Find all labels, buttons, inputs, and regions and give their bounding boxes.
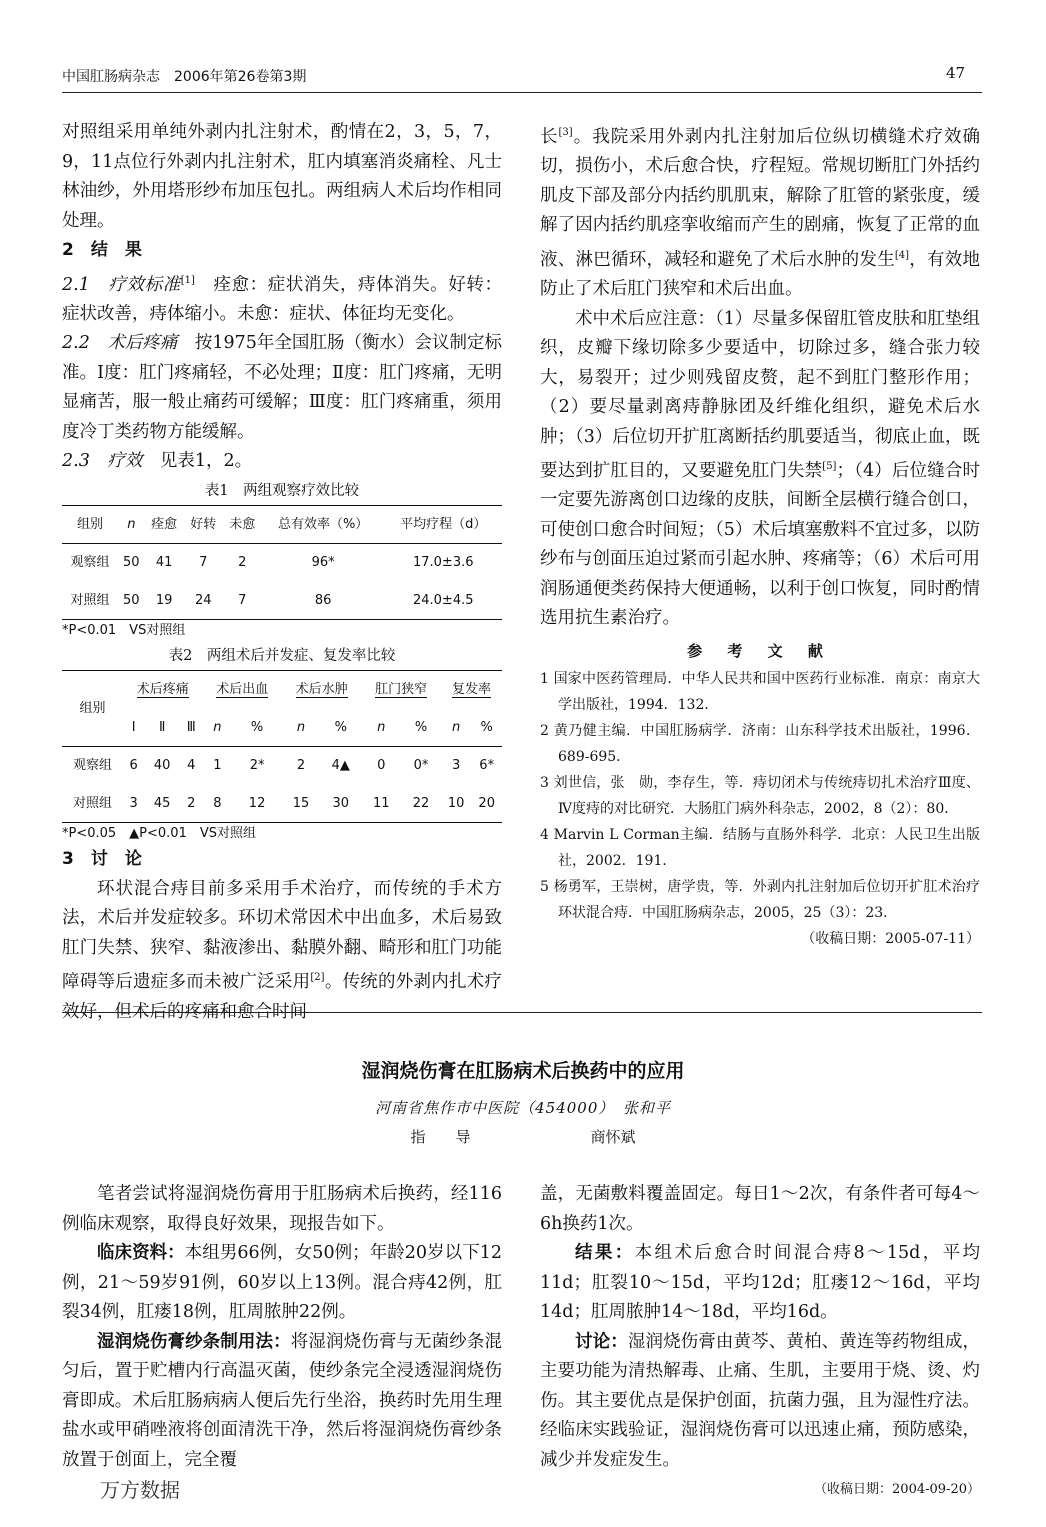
table-cell: 50 <box>123 555 140 571</box>
citation-ref: [2] <box>310 972 325 984</box>
table-cell: 3 <box>452 758 461 774</box>
table-cell: 7 <box>199 555 208 571</box>
table-cell: 86 <box>262 582 385 620</box>
discussion-text: 环状混合痔目前多采用手术治疗，而传统的手术方法，术后并发症较多。环切术常因术中出血多，术后易致肛门失禁、狭窄、黏液渗出、黏膜外翻、畸形和肛门功能障碍等后遗症多而未被广泛采用 <box>62 878 502 993</box>
table-cell: 观察组 <box>70 555 110 571</box>
table-cell: 6* <box>479 758 495 774</box>
table-cell: 45 <box>144 785 180 823</box>
references <box>540 638 980 952</box>
cont-head: 长 <box>540 126 559 147</box>
table2-group-row <box>62 671 502 709</box>
result-text: 本组术后愈合时间混合痔8～15d，平均11d；肛裂10～15d，平均12d；肛瘘12～16d，平均14d；肛周脓肿14～18d，平均16d。 <box>540 1243 980 1322</box>
cont-text: 。我院采用外剥内扎注射加后位纵切横缝术疗效确切，损伤小，术后愈合快，疗程短。常规切断肛门外括约肌皮下部及部分内括约肌肌束，解除了肛管的紧张度，缓解了因内括约肌痉挛收缩而产生的剧痛，恢复了正常的血液、淋巴循环，减轻和避免了术后水肿的发生 <box>540 126 980 270</box>
efficacy-sub-text: 见表1，2。 <box>142 451 253 472</box>
table-row <box>62 785 502 823</box>
table-cell: 41 <box>155 555 173 571</box>
table-cell: 40 <box>153 758 171 774</box>
table-cell: 19 <box>145 582 184 620</box>
table2-subheader: % <box>471 709 502 747</box>
group-label: 术后水肿 <box>295 682 348 698</box>
table-cell: 2 <box>238 555 247 571</box>
table-cell: 20 <box>471 785 502 823</box>
group-label: 复发率 <box>451 682 491 698</box>
table2-subheader: n <box>282 709 320 747</box>
table-cell: 96* <box>311 555 335 571</box>
advisor-line: 指 导 商怀斌 <box>410 1128 636 1146</box>
table-cell: 12 <box>232 785 282 823</box>
citation-ref: [3] <box>558 127 573 138</box>
table2-subheader: Ⅰ <box>123 709 144 747</box>
table-cell: 7 <box>223 582 262 620</box>
reference-item: 4 Marvin L Corman主编．结肠与直肠外科学．北京：人民卫生出版社，2002．191． <box>540 826 980 869</box>
reference-item: 3 刘世信，张 勋，李存生，等．痔切闭术与传统痔切扎术治疗Ⅲ度、Ⅳ度痔的对比研究．大肠肛门病外科杂志，2002，8（2）：80． <box>540 774 980 817</box>
citation-ref: [5] <box>822 461 837 473</box>
clinical-data-paragraph <box>62 1239 502 1328</box>
table2-subheader: n <box>202 709 232 747</box>
result-label: 结果： <box>575 1243 635 1263</box>
table1-header-cell: 平均疗程（d） <box>385 505 503 544</box>
table2-subheader: Ⅲ <box>180 709 203 747</box>
reference-item: 2 黄乃健主编．中国肛肠病学．济南：山东科学技术出版社，1996．689-695． <box>540 722 980 765</box>
reference-item: 5 杨勇军，王崇树，唐学贵，等．外剥内扎注射加后位切开扩肛术治疗环状混合痔．中国肛肠病杂志，2005，25（3）：23． <box>540 878 980 921</box>
table-cell: 0* <box>413 758 429 774</box>
table-cell: 0 <box>377 758 386 774</box>
table1-header-cell: 好转 <box>184 505 223 544</box>
method-text: 将湿润烧伤膏与无菌纱条混匀后，置于贮槽内行高温灭菌，使纱条完全浸透湿润烧伤膏即成。术后肛肠病病人便后先行坐浴，换药时先用生理盐水或甲硝唑液将创面清洗干净，然后将湿润烧伤膏纱条放置于创面上，完全覆 <box>62 1331 502 1470</box>
table-cell: 17.0±3.6 <box>412 555 474 571</box>
table2-group-cell <box>441 671 502 709</box>
article2-right-column <box>540 1180 980 1505</box>
article-title: 湿润烧伤膏在肛肠病术后换药中的应用 <box>361 1060 685 1082</box>
table-row <box>62 582 502 620</box>
table2-group-cell <box>282 671 361 709</box>
article-separator <box>62 1012 982 1013</box>
clinical-data-text: 本组男66例，女50例；年龄20岁以下12例，21～59岁91例，60岁以上13例。混合痔42例，肛裂34例，肛瘘18例，肛周脓肿22例。 <box>62 1243 503 1322</box>
table1-header-cell: 组别 <box>62 505 118 544</box>
precautions-text: 术中术后应注意：（1）尽量多保留肛管皮肤和肛垫组织，皮瓣下缘切除多少要适中，切除过多，缝合张力较大，易裂开；过少则残留皮赘，起不到肛门整形作用；（2）要尽量剥离痔静脉团及纤维化组织，避免术后水肿；（3）后位切开扩肛离断括约肌要适当，彻底止血，既要达到扩肛目的，又要避免肛门失禁 <box>540 308 980 481</box>
table-row <box>62 747 502 785</box>
precautions-tail: ；（4）后位缝合时一定要先游离创口边缘的皮肤，间断全层横行缝合创口，可使创口愈合时间短；（5）术后填塞敷料不宜过多，以防纱布与创面压迫过紧而引起水肿、疼痛等；（6）术后可用润肠通便类药保持大便通畅，以利于创口恢复，同时酌情选用抗生素治疗。 <box>540 460 980 629</box>
discussion-heading: 3 讨 论 <box>62 849 142 870</box>
table-cell: 3 <box>123 785 144 823</box>
table2-group-cell <box>123 671 202 709</box>
results-heading: 2 结 果 <box>62 240 142 260</box>
table-cell: 50 <box>118 582 145 620</box>
method-label: 湿润烧伤膏纱条制用法： <box>97 1331 291 1352</box>
table-cell: 24 <box>184 582 223 620</box>
table1 <box>62 505 502 621</box>
journal-header: 中国肛肠病杂志 2006年第26卷第3期 <box>62 69 307 85</box>
table-cell: 4▲ <box>331 758 350 774</box>
efficacy-sub-label: 2.3 疗效 <box>62 451 143 472</box>
table-cell: 2 <box>296 758 306 774</box>
table2-subheader: % <box>232 709 282 747</box>
article2-discussion <box>540 1328 980 1476</box>
group-label: 术后出血 <box>216 682 269 698</box>
table-cell: 1 <box>213 758 222 774</box>
cont-tail: ，有效地防止了术后肛门狭窄和术后出血。 <box>540 249 981 300</box>
efficacy-criteria <box>62 266 502 330</box>
method-paragraph <box>62 1328 502 1476</box>
table-cell: 观察组 <box>73 758 113 774</box>
discussion-paragraph <box>62 875 502 1027</box>
references-title: 参 考 文 献 <box>687 641 833 660</box>
table2-caption: 表2 两组术后并发症、复发率比较 <box>168 648 396 665</box>
table-cell: 2* <box>249 758 265 774</box>
table-cell: 24.0±4.5 <box>385 582 503 620</box>
table1-caption: 表1 两组观察疗效比较 <box>204 482 360 499</box>
citation-ref: [1] <box>180 274 195 286</box>
efficacy-text: 痊愈：症状消失，痔体消失。好转：症状改善，痔体缩小。未愈：症状、体征均无变化。 <box>62 274 502 324</box>
discussion-label: 讨论： <box>575 1331 628 1352</box>
table1-header-cell: 痊愈 <box>145 505 184 544</box>
efficacy-see-tables <box>62 447 502 477</box>
group-label: 肛门狭窄 <box>375 682 428 698</box>
table2-sub-row <box>62 709 502 747</box>
received-date: （收稿日期：2005-07-11） <box>801 930 980 947</box>
discussion-tail: 。传统的外剥内扎术疗效好，但术后的疼痛和愈合时间 <box>62 972 503 1022</box>
methods-paragraph: 对照组采用单纯外剥内扎注射术，酌情在2，3，5，7，9，11点位行外剥内扎注射术，肛内填塞消炎痛栓、凡士林油纱，外用塔形纱布加压包扎。两组病人术后均作相同处理。 <box>62 122 502 231</box>
table-row <box>62 544 502 582</box>
article2-discussion-text: 湿润烧伤膏由黄芩、黄柏、黄连等药物组成，主要功能为清热解毒、止痛、生肌，主要用于烧、烫、灼伤。其主要优点是保护创面，抗菌力强，且为湿性疗法。经临床实践验证，湿润烧伤膏可以迅速止痛，预防感染，减少并发症发生。 <box>540 1331 981 1470</box>
header-rule <box>62 92 982 93</box>
table2-group-cell <box>202 671 281 709</box>
article2-left-column <box>62 1180 502 1475</box>
table-cell: 11 <box>361 785 401 823</box>
table1-header-cell: 总有效率（%） <box>262 505 385 544</box>
discussion-continued <box>540 118 980 305</box>
table2 <box>62 670 502 823</box>
table2-group-header: 组别 <box>62 671 123 747</box>
left-column <box>62 118 502 1027</box>
watermark: 万方数据 <box>100 1478 180 1502</box>
table-cell: 2 <box>180 785 203 823</box>
page-number: 47 <box>946 64 966 82</box>
group-label: 术后疼痛 <box>136 682 189 698</box>
table-cell: 15 <box>282 785 320 823</box>
table-cell: 10 <box>441 785 472 823</box>
table1-header-row <box>62 505 502 544</box>
article2-intro: 笔者尝试将湿润烧伤膏用于肛肠病术后换药，经116例临床观察，取得良好效果，现报告如下。 <box>62 1184 502 1234</box>
precautions-paragraph <box>540 305 980 634</box>
table1-header-cell: 未愈 <box>223 505 262 544</box>
table2-subheader: % <box>401 709 441 747</box>
efficacy-label: 2.1 疗效标准 <box>62 274 181 295</box>
table2-subheader: n <box>441 709 472 747</box>
table1-note: *P<0.01 VS对照组 <box>62 623 186 639</box>
citation-ref: [4] <box>894 249 910 261</box>
table-cell: 6 <box>129 758 138 774</box>
pain-label: 2.2 术后疼痛 <box>62 333 178 354</box>
table2-subheader: Ⅱ <box>144 709 180 747</box>
author-affiliation: 河南省焦作市中医院（454000） 张和平 <box>375 1099 671 1117</box>
method-continued: 盖，无菌敷料覆盖固定。每日1～2次，有条件者可每4～6h换药1次。 <box>540 1184 980 1234</box>
right-column <box>540 118 980 952</box>
table-cell: 对照组 <box>62 785 123 823</box>
table2-subheader: % <box>320 709 361 747</box>
clinical-data-label: 临床资料： <box>97 1243 185 1263</box>
table2-subheader: n <box>361 709 401 747</box>
table-cell: 8 <box>202 785 232 823</box>
pain-text: 按1975年全国肛肠（衡水）会议制定标准。Ⅰ度：肛门疼痛轻，不必处理；Ⅱ度：肛门疼痛，无明显痛苦，服一般止痛药可缓解；Ⅲ度：肛门疼痛重，须用度冷丁类药物方能缓解。 <box>62 333 502 442</box>
table2-group-cell <box>361 671 440 709</box>
table-cell: 30 <box>320 785 361 823</box>
table-cell: 4 <box>187 758 196 774</box>
table-cell: 22 <box>401 785 441 823</box>
table1-header-cell: n <box>118 505 145 544</box>
received-date: （收稿日期：2004-09-20） <box>814 1482 980 1497</box>
table2-note: *P<0.05 ▲P<0.01 VS对照组 <box>62 826 256 842</box>
reference-item: 1 国家中医药管理局．中华人民共和国中医药行业标准．南京：南京大学出版社，1994．132． <box>540 670 980 713</box>
result-paragraph <box>540 1239 980 1328</box>
pain-criteria <box>62 329 502 447</box>
table-cell: 对照组 <box>62 582 118 620</box>
